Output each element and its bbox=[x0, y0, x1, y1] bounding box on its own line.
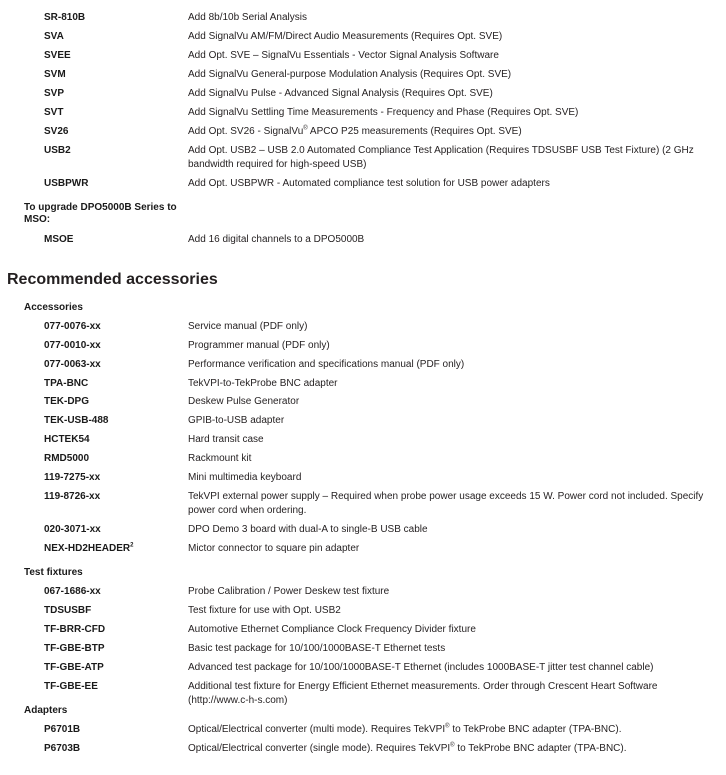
option-code: SVEE bbox=[44, 50, 71, 61]
option-description: Add SignalVu General-purpose Modulation Analysis (Requires Opt. SVE) bbox=[188, 69, 512, 80]
accessory-description: TekVPI external power supply – Required when probe power usage exceeds 15 W. Power cord not included. Specify power cord when ordering. bbox=[188, 491, 704, 516]
fixture-code: 067-1686-xx bbox=[44, 586, 101, 597]
option-code: SVM bbox=[44, 69, 66, 80]
accessory-code: 077-0010-xx bbox=[44, 340, 101, 351]
accessory-code: 119-7275-xx bbox=[44, 472, 101, 483]
option-code: SVT bbox=[44, 107, 64, 118]
option-code: USB2 bbox=[44, 145, 71, 156]
accessories-heading: Accessories bbox=[24, 302, 83, 313]
accessory-code: 077-0063-xx bbox=[44, 359, 101, 370]
fixture-description: Probe Calibration / Power Deskew test fixture bbox=[188, 586, 390, 597]
option-description: Add SignalVu AM/FM/Direct Audio Measurements (Requires Opt. SVE) bbox=[188, 31, 503, 42]
option-code: SVP bbox=[44, 88, 65, 99]
test-fixtures-heading: Test fixtures bbox=[24, 567, 83, 578]
accessory-description: Mini multimedia keyboard bbox=[188, 472, 302, 483]
upgrade-heading: To upgrade DPO5000B Series to MSO: bbox=[24, 202, 177, 225]
option-code: SV26 bbox=[44, 126, 69, 137]
adapter-description: Optical/Electrical converter (multi mode). Requires TekVPI® to TekProbe BNC adapter (TPA-BNC). bbox=[188, 723, 622, 735]
fixture-code: TF-GBE-BTP bbox=[44, 643, 105, 654]
accessory-code: 020-3071-xx bbox=[44, 524, 101, 535]
option-description: Add SignalVu Pulse - Advanced Signal Analysis (Requires Opt. SVE) bbox=[188, 88, 493, 99]
accessory-description: Performance verification and specifications manual (PDF only) bbox=[188, 359, 465, 370]
accessory-code: RMD5000 bbox=[44, 453, 90, 464]
registered-mark: ® bbox=[450, 742, 455, 749]
accessory-code: HCTEK54 bbox=[44, 434, 90, 445]
adapter-description: Optical/Electrical converter (single mode). Requires TekVPI® to TekProbe BNC adapter (TPA-BNC). bbox=[188, 742, 627, 754]
accessory-description: Service manual (PDF only) bbox=[188, 321, 308, 332]
fixture-description: Advanced test package for 10/100/1000BASE-T Ethernet (includes 1000BASE-T jitter test channel cable) bbox=[188, 662, 654, 673]
accessory-description: TekVPI-to-TekProbe BNC adapter bbox=[188, 378, 338, 389]
accessory-description: DPO Demo 3 board with dual-A to single-B USB cable bbox=[188, 524, 428, 535]
fixture-description: Automotive Ethernet Compliance Clock Frequency Divider fixture bbox=[188, 624, 476, 635]
fixture-code: TDSUSBF bbox=[44, 605, 92, 616]
accessory-description: GPIB-to-USB adapter bbox=[188, 415, 285, 426]
accessory-code: NEX-HD2HEADER$^2$ bbox=[44, 542, 134, 554]
accessory-code: TEK-USB-488 bbox=[44, 415, 109, 426]
accessory-description: Programmer manual (PDF only) bbox=[188, 340, 330, 351]
fixture-description: Basic test package for 10/100/1000BASE-T Ethernet tests bbox=[188, 643, 446, 654]
option-code: SVA bbox=[44, 31, 64, 42]
option-description: Add 8b/10b Serial Analysis bbox=[188, 12, 307, 23]
accessory-code: 077-0076-xx bbox=[44, 321, 101, 332]
adapter-code: P6703B bbox=[44, 743, 81, 754]
accessory-code: 119-8726-xx bbox=[44, 491, 101, 502]
upgrade-description: Add 16 digital channels to a DPO5000B bbox=[188, 234, 365, 245]
fixture-code: TF-BRR-CFD bbox=[44, 624, 106, 635]
accessory-code: TEK-DPG bbox=[44, 396, 89, 407]
option-description: Add SignalVu Settling Time Measurements - Frequency and Phase (Requires Opt. SVE) bbox=[188, 107, 579, 118]
option-description: Add Opt. USB2 – USB 2.0 Automated Compliance Test Application (Requires TDSUSBF USB Test Fixture) (2 GHz bandwidth required for high-speed USB) bbox=[188, 145, 694, 170]
section-title: Recommended accessories bbox=[7, 271, 218, 288]
accessory-description: Deskew Pulse Generator bbox=[188, 396, 300, 407]
option-code: USBPWR bbox=[44, 178, 89, 189]
fixture-description: Additional test fixture for Energy Efficient Ethernet measurements. Order through Crescent Heart Software (http://www.c-h-s.com) bbox=[188, 681, 658, 706]
footnote-marker: 2 bbox=[130, 542, 134, 549]
accessory-description: Hard transit case bbox=[188, 434, 264, 445]
option-description: Add Opt. SV26 - SignalVu® APCO P25 measurements (Requires Opt. SVE) bbox=[188, 125, 522, 137]
option-code: SR-810B bbox=[44, 12, 86, 23]
fixture-code: TF-GBE-EE bbox=[44, 681, 98, 692]
accessory-description: Mictor connector to square pin adapter bbox=[188, 543, 360, 554]
adapters-heading: Adapters bbox=[24, 705, 68, 716]
registered-mark: ® bbox=[303, 125, 308, 132]
option-description: Add Opt. SVE – SignalVu Essentials - Vector Signal Analysis Software bbox=[188, 50, 499, 61]
fixture-code: TF-GBE-ATP bbox=[44, 662, 104, 673]
fixture-description: Test fixture for use with Opt. USB2 bbox=[188, 605, 341, 616]
registered-mark: ® bbox=[445, 723, 450, 730]
accessory-description: Rackmount kit bbox=[188, 453, 252, 464]
accessory-code: TPA-BNC bbox=[44, 378, 89, 389]
adapter-code: P6701B bbox=[44, 724, 81, 735]
option-description: Add Opt. USBPWR - Automated compliance test solution for USB power adapters bbox=[188, 178, 550, 189]
upgrade-code: MSOE bbox=[44, 234, 74, 245]
